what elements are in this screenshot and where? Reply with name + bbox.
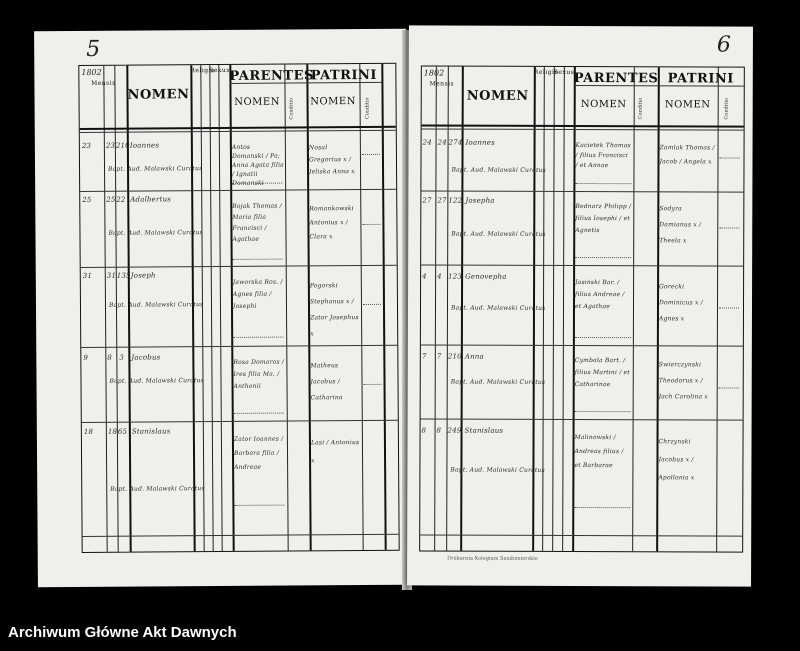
child-name: Josepha bbox=[465, 196, 495, 205]
child-name: Ioannes bbox=[465, 138, 495, 147]
patrini-header: PATRINI bbox=[667, 71, 734, 87]
parents: Rosa Domaros / Ires filia Ma. / Anthonii bbox=[233, 358, 285, 390]
entry-day-2: 31 bbox=[106, 271, 117, 280]
right-page bbox=[407, 25, 753, 586]
godparents: Sodyra Damianus x / Theela x bbox=[659, 205, 702, 245]
entry-number: 122 bbox=[448, 196, 463, 205]
parents: Bojak Thomas / Maria filia Francisci / Agathae bbox=[232, 202, 282, 243]
conditio-header-2: Conditio bbox=[364, 97, 371, 119]
nomen-header: NOMEN bbox=[127, 87, 190, 103]
baptist: Bapt. Aud. Malawski Curatus bbox=[108, 165, 203, 173]
patrini-header: PATRINI bbox=[310, 67, 378, 84]
patrini-nomen-header: NOMEN bbox=[664, 99, 711, 111]
parents: Kacietek Thomas / filius Francisci / et Annae bbox=[575, 141, 631, 170]
godparents: Romankowski Antonius x / Clara x bbox=[309, 205, 354, 241]
entry-day: 24 bbox=[422, 138, 432, 147]
year-header: 1802 bbox=[81, 67, 102, 77]
print-note: Drukarnia Kolegium Sandomierskie bbox=[447, 555, 538, 562]
conditio-header: Conditio bbox=[288, 98, 295, 120]
child-name: Jacobus bbox=[131, 353, 161, 362]
godparents: Lasi / Antonius x bbox=[310, 439, 360, 465]
child-name: Adalbertus bbox=[130, 195, 172, 204]
child-name: Anna bbox=[464, 352, 484, 361]
sexus-header: Sexus bbox=[553, 68, 575, 76]
baptist: Bapt. Aud. Malawski Curatus bbox=[450, 378, 546, 386]
conditio-header-2: Conditio bbox=[723, 98, 730, 120]
entry-day: 9 bbox=[83, 353, 89, 362]
entry-day-2: 4 bbox=[437, 272, 442, 281]
baptist: Bapt. Aud. Malawski Curatus bbox=[108, 229, 203, 237]
entry-day-2: 18 bbox=[107, 427, 118, 436]
entry-number: 210 bbox=[115, 141, 130, 150]
baptist: Bapt. Aud. Malawski Curatus bbox=[451, 166, 546, 174]
parentes-nomen-header: NOMEN bbox=[234, 96, 280, 108]
baptist: Bapt. Aud. Malawski Curatus bbox=[110, 485, 205, 493]
godparents: Chrzynski Jacobus x / Apollonia x bbox=[658, 438, 695, 482]
entry-number: 249 bbox=[447, 426, 462, 435]
parentes-header: PARENTES bbox=[573, 70, 659, 87]
entry-day: 25 bbox=[82, 195, 92, 204]
baptist: Bapt. Aud. Malawski Curatus bbox=[108, 301, 204, 309]
child-name: Stanislaus bbox=[464, 426, 504, 435]
sexus-header: Sexus bbox=[209, 66, 230, 75]
godparents: Matheus Jacobus / Catharina bbox=[310, 362, 343, 402]
register-table bbox=[419, 65, 745, 552]
child-name: Joseph bbox=[130, 271, 156, 280]
child-name: Stanislaus bbox=[131, 427, 171, 436]
parents: Jasinski Bar. / filius Andreae / et Agathae bbox=[574, 278, 625, 311]
page-number: 5 bbox=[86, 36, 101, 62]
godparents: Swierczynski Theodorus x / Jach Carolina x bbox=[658, 361, 709, 401]
baptist: Bapt. Aud. Malawski Curatus bbox=[450, 466, 545, 474]
baptist: Bapt. Aud. Malawski Curatus bbox=[109, 377, 204, 385]
godparents: Zamlak Thomas / Jacob / Angela x bbox=[659, 144, 715, 166]
entry-number: 274 bbox=[448, 138, 463, 147]
parents: Antos Domanski / Pa: Anna Agata filia / Ignatii Domanski bbox=[231, 143, 284, 187]
entry-number: 210 bbox=[447, 352, 462, 361]
baptist: Bapt. Aud. Malawski Curatus bbox=[451, 230, 546, 238]
entry-day-2: 7 bbox=[436, 352, 442, 361]
month-header: Mensis bbox=[91, 79, 116, 87]
archive-footer bbox=[0, 612, 800, 651]
parentes-header: PARENTES bbox=[229, 68, 314, 84]
register-table bbox=[78, 63, 399, 553]
archive-name: Archiwum Główne Akt Dawnych bbox=[8, 624, 237, 641]
month-header: Mensis bbox=[429, 80, 455, 88]
entry-day-2: 8 bbox=[107, 353, 113, 362]
entry-day-2: 8 bbox=[436, 426, 442, 435]
entry-day: 7 bbox=[421, 352, 427, 361]
parentes-nomen-header: NOMEN bbox=[580, 99, 627, 111]
religio-header: Religio bbox=[533, 68, 559, 76]
patrini-nomen-header: NOMEN bbox=[310, 96, 356, 108]
entry-day-2: 27 bbox=[437, 196, 447, 205]
entry-day: 23 bbox=[81, 141, 92, 150]
entry-day: 31 bbox=[82, 271, 93, 280]
parents: Jaworska Ros. / Agnes filia / Josephi bbox=[232, 278, 283, 310]
entry-day-2: 23 bbox=[105, 141, 116, 150]
religio-header: Religio bbox=[190, 67, 216, 75]
entry-number: 22 bbox=[116, 195, 126, 204]
parents: Cymbala Bart. / filius Martini / et Catharinae bbox=[574, 356, 630, 389]
left-page bbox=[34, 29, 410, 588]
godparents: Pogorski Stephanus x / Zator Josephus x bbox=[309, 282, 359, 338]
child-name: Genovepha bbox=[465, 272, 507, 281]
entry-day-2: 24 bbox=[437, 138, 447, 147]
godparents: Nosal Gregorius x / Jeliska Anna x bbox=[308, 144, 355, 176]
nomen-header: NOMEN bbox=[466, 88, 529, 104]
entry-day: 27 bbox=[422, 196, 432, 205]
entry-day-2: 25 bbox=[106, 195, 116, 204]
year-header: 1802 bbox=[423, 68, 445, 78]
conditio-header: Conditio bbox=[637, 97, 644, 120]
parents: Zator Ioannes / Barbara filia / Andreae bbox=[233, 435, 284, 471]
entry-day: 18 bbox=[83, 427, 94, 436]
parents: Bednarz Philipp / filius Iosephi / et Agnetis bbox=[575, 202, 632, 235]
parents: Malinowski / Andreas filius / et Barbarae bbox=[574, 433, 624, 470]
entry-day: 8 bbox=[421, 426, 427, 435]
page-number: 6 bbox=[716, 32, 731, 58]
entry-day: 4 bbox=[422, 272, 427, 281]
godparents: Gorecki Dominicus x / Agnes x bbox=[658, 283, 703, 323]
entry-number: 3 bbox=[119, 353, 125, 362]
child-name: Ioannes bbox=[129, 141, 160, 150]
baptist: Bapt. Aud. Malawski Curatus bbox=[450, 304, 546, 312]
entry-number: 123 bbox=[448, 272, 463, 281]
entry-number: 135 bbox=[116, 271, 131, 280]
entry-number: 65 bbox=[117, 427, 128, 436]
